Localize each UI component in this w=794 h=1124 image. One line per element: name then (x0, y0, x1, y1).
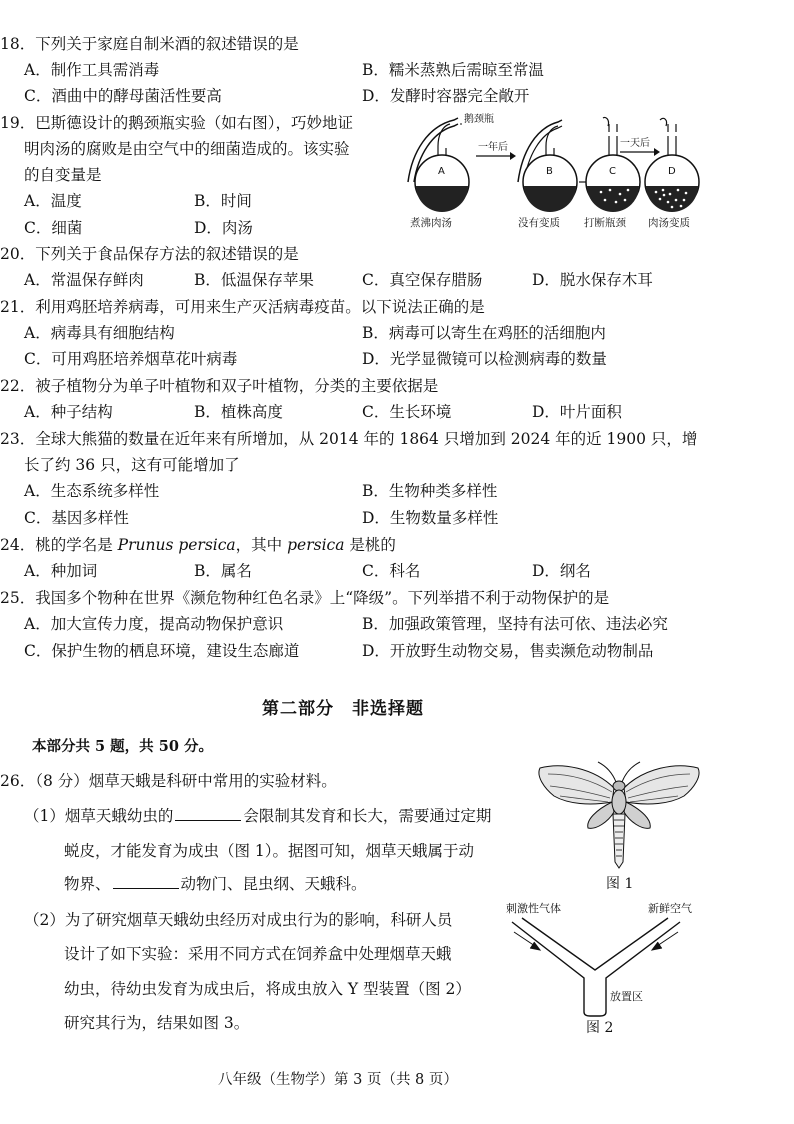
q24-option-a: A．种加词 (24, 562, 98, 580)
q26-part2-line3: 幼虫，待幼虫发育为成虫后，将成虫放入 Y 型装置（图 2） (64, 980, 471, 998)
q22-stem: 22．被子植物分为单子叶植物和双子叶植物，分类的主要依据是 (0, 377, 439, 395)
q20-option-c: C．真空保存腊肠 (362, 271, 483, 289)
q25-stem: 25．我国多个物种在世界《濒危物种红色名录》上“降级”。下列举措不利于动物保护的是 (0, 589, 610, 607)
q21-option-d: D．光学显微镜可以检测病毒的数量 (362, 350, 607, 368)
section-note: 本部分共 5 题，共 50 分。 (32, 738, 213, 755)
flask-a-label: A (438, 166, 445, 177)
page-footer: 八年级（生物学）第 3 页（共 8 页） (218, 1072, 458, 1088)
flask-b (518, 120, 577, 212)
q23-option-d: D．生物数量多样性 (362, 509, 499, 527)
q26-part2-line1: （2）为了研究烟草天蛾幼虫经历对成虫行为的影响，科研人员 (24, 911, 453, 929)
y-left-arm-label: 刺激性气体 (506, 902, 561, 915)
arrow-one-day-label: 一天后 (620, 138, 650, 149)
q26-part1-text-a: （1）烟草天蛾幼虫的 (24, 807, 174, 825)
q21-stem: 21．利用鸡胚培养病毒，可用来生产灭活病毒疫苗。以下说法正确的是 (0, 298, 485, 316)
q23-stem-line1: 23．全球大熊猫的数量在近年来有所增加，从 2014 年的 1864 只增加到 2024 年的近 1900 只，增 (0, 430, 698, 448)
y-release-zone-label: 放置区 (610, 990, 643, 1003)
q19-stem-line3: 的自变量是 (24, 166, 102, 184)
q26-part1-text-d: 物界、 (64, 875, 111, 893)
q20-option-d: D．脱水保存木耳 (532, 271, 653, 289)
swan-neck-flask-figure (398, 112, 708, 232)
q21-option-a: A．病毒具有细胞结构 (24, 324, 175, 342)
y-right-arm-label: 新鲜空气 (648, 902, 692, 915)
q24-latin-name: Prunus persica (117, 536, 236, 554)
q24-option-c: C．科名 (362, 562, 421, 580)
flask-c-label: C (609, 166, 616, 177)
q22-option-b: B．植株高度 (194, 403, 283, 421)
hawk-moth-figure (534, 758, 704, 870)
q20-option-a: A．常温保存鲜肉 (24, 271, 144, 289)
caption-broth-spoiled: 肉汤变质 (648, 217, 690, 229)
answer-blank-2[interactable] (113, 874, 179, 889)
q20-option-b: B．低温保存苹果 (194, 271, 314, 289)
figure-2-caption: 图 2 (586, 1020, 614, 1036)
q22-option-a: A．种子结构 (24, 403, 113, 421)
q24-option-b: B．属名 (194, 562, 252, 580)
figure-1-caption: 图 1 (606, 876, 634, 892)
q18-option-b: B．糯米蒸熟后需晾至常温 (362, 61, 544, 79)
flask-b-label: B (546, 166, 553, 177)
q23-option-b: B．生物种类多样性 (362, 482, 498, 500)
flask-c (586, 117, 640, 212)
flask-d-label: D (668, 166, 676, 177)
section-title: 第二部分 非选择题 (262, 699, 424, 719)
q23-stem-line2: 长了约 36 只，这有可能增加了 (24, 456, 240, 474)
q25-option-d: D．开放野生动物交易，售卖濒危动物制品 (362, 642, 654, 660)
q26-part1-text-b: 会限制其发育和长大，需要通过定期 (243, 807, 492, 825)
q24-stem-post: 是桃的 (344, 536, 396, 554)
q19-option-d: D．肉汤 (194, 219, 253, 237)
q26-part1-line1 (24, 806, 491, 826)
q19-stem-line1: 19．巴斯德设计的鹅颈瓶实验（如右图），巧妙地证 (0, 114, 353, 132)
q24-stem (0, 535, 396, 555)
q26-part1-line3 (64, 874, 367, 894)
q18-option-d: D．发酵时容器完全敞开 (362, 87, 530, 105)
q22-option-c: C．生长环境 (362, 403, 452, 421)
q23-option-a: A．生态系统多样性 (24, 482, 160, 500)
q24-option-d: D．纲名 (532, 562, 591, 580)
q24-stem-mid: ，其中 (235, 536, 288, 554)
q19-option-a: A．温度 (24, 192, 82, 210)
q26-part1-text-e: 动物门、昆虫纲、天蛾科。 (180, 875, 367, 893)
flask-d (645, 118, 699, 212)
q21-option-c: C．可用鸡胚培养烟草花叶病毒 (24, 350, 238, 368)
q25-option-a: A．加大宣传力度，提高动物保护意识 (24, 615, 284, 633)
arrow-one-year-label: 一年后 (478, 142, 508, 153)
q26-part2-line4: 研究其行为，结果如图 3。 (64, 1014, 250, 1032)
q18-option-c: C．酒曲中的酵母菌活性要高 (24, 87, 222, 105)
q24-latin-epithet: persica (287, 536, 345, 554)
flask-a (408, 118, 469, 212)
q23-option-c: C．基因多样性 (24, 509, 129, 527)
caption-boiled-broth: 煮沸肉汤 (410, 217, 452, 229)
q20-stem: 20．下列关于食品保存方法的叙述错误的是 (0, 245, 299, 263)
q24-stem-pre: 24．桃的学名是 (0, 536, 118, 554)
q26-part2-line2: 设计了如下实验：采用不同方式在饲养盒中处理烟草天蛾 (64, 945, 452, 963)
q26-part1-line2: 蜕皮，才能发育为成虫（图 1）。据图可知，烟草天蛾属于动 (64, 842, 475, 860)
y-maze-figure (498, 896, 720, 1018)
caption-not-spoiled: 没有变质 (518, 217, 560, 229)
swan-neck-label: 鹅颈瓶 (464, 114, 494, 125)
q26-stem: 26．（8 分）烟草天蛾是科研中常用的实验材料。 (0, 772, 337, 790)
q21-option-b: B．病毒可以寄生在鸡胚的活细胞内 (362, 324, 606, 342)
q18-option-a: A．制作工具需消毒 (24, 61, 160, 79)
caption-break-neck: 打断瓶颈 (584, 217, 626, 229)
q19-option-b: B．时间 (194, 192, 252, 210)
q19-stem-line2: 明肉汤的腐败是由空气中的细菌造成的。该实验 (24, 140, 350, 158)
q18-stem: 18．下列关于家庭自制米酒的叙述错误的是 (0, 35, 299, 53)
q25-option-c: C．保护生物的栖息环境，建设生态廊道 (24, 642, 300, 660)
q19-option-c: C．细菌 (24, 219, 83, 237)
q25-option-b: B．加强政策管理，坚持有法可依、违法必究 (362, 615, 668, 633)
q22-option-d: D．叶片面积 (532, 403, 622, 421)
answer-blank-1[interactable] (175, 806, 241, 821)
